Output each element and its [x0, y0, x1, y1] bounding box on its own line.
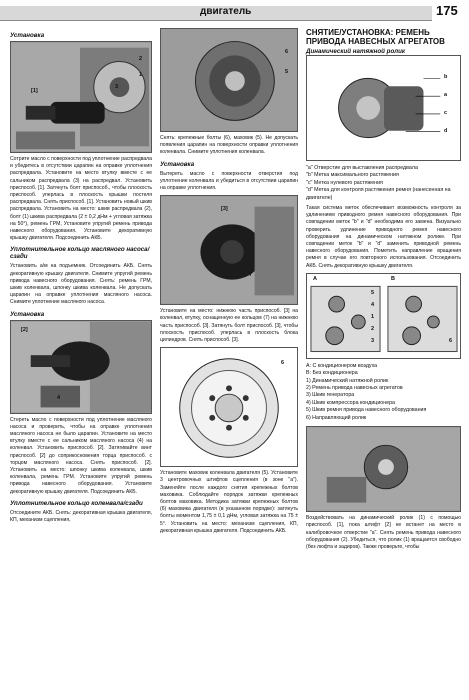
legend-item: 4) Шкив компрессора кондиционера — [306, 399, 395, 406]
column-left — [10, 28, 152, 527]
paragraph-oil-pump-remove: Установить а/м на подъемник. Отсоединить АКБ. Снять декоративную крышку двигателя. Снимите упругий ремень привода навесного оборудования. Снять: ремень ГРМ, шкив коленвала, шпонку шкива коленвала. Не допускать царапин на оправке уплотнения масляного насоса. Снимите уплотнение масляного насоса. — [10, 263, 152, 306]
photo-camshaft-seal-tool — [10, 41, 152, 153]
callout-tool-2: [2] — [21, 326, 28, 333]
callout-1: 1 — [139, 72, 143, 78]
callout-1: 1 — [371, 313, 375, 320]
photo-oil-pump-tool — [10, 320, 152, 414]
callout-6: 6 — [449, 337, 453, 344]
photo-belt-removal — [306, 426, 461, 512]
callout-A: A — [313, 275, 317, 282]
callout-2: 2 — [371, 325, 375, 332]
callout-4: 4 — [57, 394, 61, 401]
heading-install-3: Установка — [160, 160, 195, 168]
paragraph-oil-pump-install: Стереть масло с поверхности под уплотнение масляного насоса и проверить, чтобы на оправке уплотнения масляного насоса не было царапин. Установите на место втулку вместе с ее сальником масляного насоса (4) на коленвал. Установить приспособ. [2]. Затягивайте винт приспособ. [2] до соприкосновения торца приспособ. с торцом масляного насоса. Снять приспособ. [2]. Установить на место: шпонку шкива коленвала, шкив коленвала, ремень ГРМ. Установите упругий ремень привода навесного оборудования. Установите декоративную крышку двигателя. Подсоединить АКБ. — [10, 416, 152, 495]
section-title: двигатель — [200, 6, 252, 17]
diagram-flywheel-bolt-order — [160, 347, 298, 467]
column-right — [306, 28, 461, 554]
callout-bolt-6: 6 — [281, 360, 285, 367]
paragraph-crank-seal-clean: Вытереть масло с поверхности отверстия под уплотнение коленвала и убедиться в отсутствии царапин на оправке уплотнения. — [160, 170, 298, 192]
callout-tool-1: [1] — [31, 88, 38, 94]
legend-item: 2) Ремень привода навесных агрегатов — [306, 385, 403, 392]
legend-marks — [306, 165, 461, 202]
callout-4: 4 — [371, 301, 375, 308]
column-middle — [160, 28, 298, 538]
paragraph-belt-wear-check: Такая система меток обеспечивает возможность контроля за удлинением приводного ремня навесного оборудования. При совпадении меток "b" и "d" необходима его замена. Визуально проверить удлинение приводного ремня навесного оборудования на динамическом натяжном ролике. При совпадении меток "b" и "d" заменить приводной ремень навесного оборудования. Пометить направление вращения ремня в случае его повторного использования. Отсоединить АКБ. Снять декоративную крышку двигателя. — [306, 205, 461, 269]
callout-3: 3 — [371, 337, 375, 344]
photo-crank-seal-tool — [160, 195, 298, 305]
legend-item: 1) Динамический натяжной ролик — [306, 377, 389, 384]
legend-item: "с" Метка нулевого растяжения — [306, 179, 383, 186]
callout-c: c — [444, 110, 448, 116]
callout-5: 5 — [371, 289, 375, 296]
callout-3: 3 — [115, 84, 119, 90]
heading-install-1: Установка — [10, 32, 45, 39]
callout-b: b — [444, 74, 448, 80]
callout-5: 5 — [285, 69, 289, 75]
legend-item: "d" Метка для контроля растяжения ремня (нанесенная на двигателе) — [306, 187, 451, 201]
callout-7: 7 — [249, 272, 253, 279]
heading-oil-pump-seal: Уплотнительное кольцо масляного насоса/сзади — [10, 246, 150, 261]
legend-item: B: Без кондиционера — [306, 370, 358, 377]
article-title: СНЯТИЕ/УСТАНОВКА: РЕМЕНЬ ПРИВОДА НАВЕСНЫХ АГРЕГАТОВ — [306, 28, 445, 46]
paragraph-flywheel-remove: Снять: крепежные болты (6), маховик (5). Не допускать появления царапин на поверхности оправки уплотнения коленвала. Снимите уплотнения коленвала. — [160, 135, 298, 156]
paragraph-tensioner-procedure: Воздействовать на динамический ролик (1) с помощью приспособ. [1], пока штифт [2] не встанет на место в калибровочное отверстие "а". Снять ремень привода навесного оборудования (2). Убедиться, что ролик (1) вращается свободно (без люфта и задиров). Также проверьте, чтобы — [306, 515, 461, 550]
article-subtitle: Динамический натяжной ролик — [306, 48, 405, 55]
callout-6: 6 — [285, 49, 289, 55]
callout-B: B — [391, 275, 395, 282]
callout-2: 2 — [139, 56, 143, 62]
photo-tensioner-marks — [306, 55, 461, 161]
legend-item: 3) Шкив генератора — [306, 392, 355, 399]
paragraph-crank-seal-install: Установите на место: нижнюю часть приспособ. [3] на коленвал, втулку, оснащенную ее кольцом (7) на нижнюю часть приспособ. [3]. Затянуть болт приспособ. [3], чтобы плоскость приспособ. уперлась в плоскость блока цилиндров. Снять приспособ. [3]. — [160, 308, 298, 344]
legend-item: 6) Направляющий ролик — [306, 414, 367, 421]
heading-crank-seal-rear: Уплотнительное кольцо коленвала/сзади — [10, 499, 143, 507]
paragraph-crank-seal-rear: Отсоедините АКБ. Снять: декоративная крышка двигателя, КП, механизм сцепления, — [10, 509, 152, 524]
legend-item: "а" Отверстие для выставления распредвала — [306, 165, 418, 171]
legend-belt-routing — [306, 363, 461, 422]
callout-tool-3: [3] — [221, 206, 228, 213]
legend-item: 5) Шкив ремня привода навесного оборудования — [306, 407, 427, 414]
heading-install-2: Установка — [10, 310, 45, 318]
paragraph-flywheel-install: Установите маховик коленвала двигателя (5). Установите 3 центровочных штифтов сцепления (в зоне "а"). Заменяйте после каждого снятия крепежных болтов маховика. Соблюдайте порядок затяжки крепежных болтов маховика. Методика затяжки крепежных болтов (6) маховика двигателя (в указанном порядке): затянуть болты моментом 1,75 ± 0,1 дНм, угловая затяжка на 75 ± 5°. Установить на место: механизм сцепления, КП, декоративная крышка двигателя. Подсоединить АКБ. — [160, 470, 298, 534]
legend-item: "b" Метка максимального растяжения — [306, 172, 399, 179]
callout-a: a — [444, 92, 448, 98]
diagram-belt-routing — [306, 273, 461, 359]
page-header — [0, 0, 469, 24]
page-number: 175 — [436, 3, 458, 18]
photo-flywheel-bolts — [160, 28, 298, 132]
paragraph-install-camshaft: Сотрите масло с поверхности под уплотнение распредвала и убедитесь в отсутствии царапин на оправке уплотнения распредвала. Установите на место втулку вместе с ее сальником распредвала (3) на распредвал. Установить приспособ. [1]. Затянуть болт приспособ., чтобы плоскость приспособ. уперлась в плоскость крышки постеля распредвала. Снять приспособ. [1]. Установить новый шкив распредвала. Установить на место: шкив распредвала (2), болт (1) шкива распредвала (2 ± 0,2 дНм + угловая затяжка на 50°), ремень ГРМ, Установите упругий ремень привода навесного оборудования. Установите декоративную крышку двигателя. Подсоединить АКБ. — [10, 156, 152, 242]
callout-d: d — [444, 128, 448, 134]
legend-item: A: С кондиционером воздуха — [306, 362, 378, 369]
